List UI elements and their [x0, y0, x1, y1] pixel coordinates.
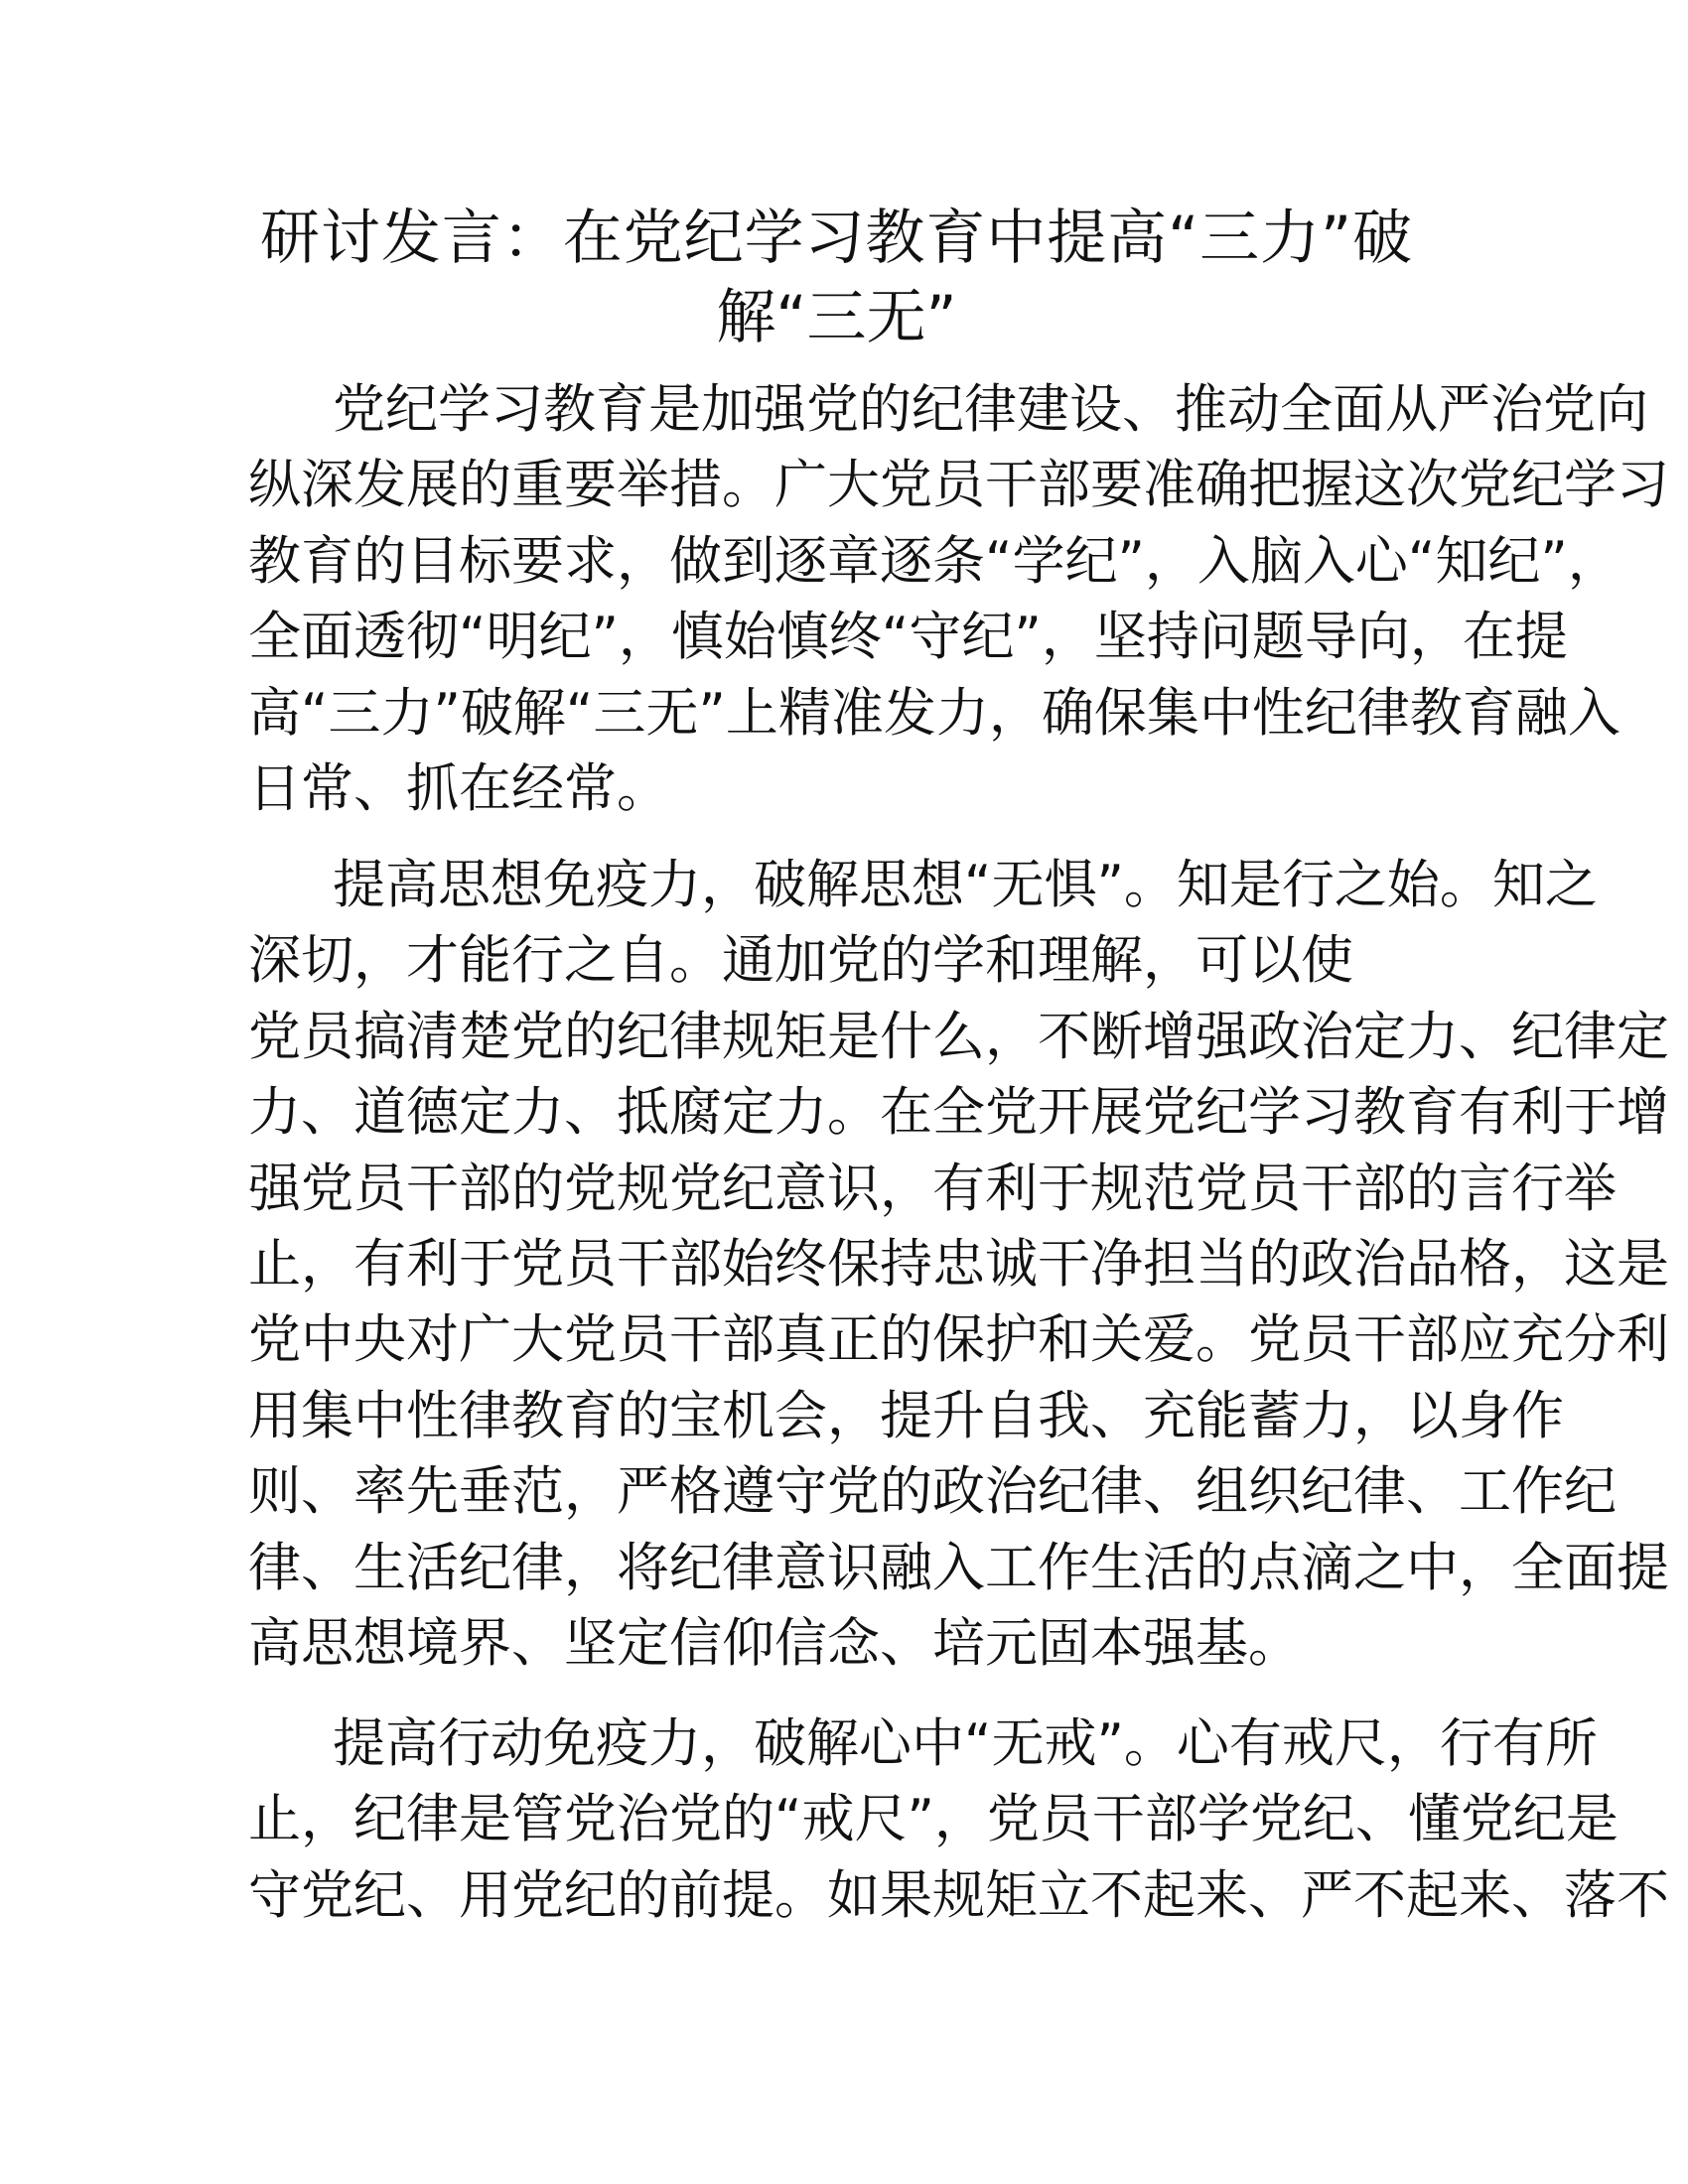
paragraph-2-line: 党员搞清楚党的纪律规矩是什么，不断增强政治定力、纪律定	[248, 1006, 1669, 1067]
paragraph-1-line: 日常、抓在经常。	[248, 758, 669, 819]
paragraph-1-line: 全面透彻“明纪”，慎始慎终“守纪”，坚持问题导向，在提	[248, 607, 1568, 668]
document-title-line-1: 研讨发言：在党纪学习教育中提高“三力”破	[260, 204, 1412, 273]
paragraph-2-line: 用集中性律教育的宝机会，提升自我、充能蓄力，以身作	[248, 1385, 1564, 1446]
paragraph-2-line: 则、率先垂范，严格遵守党的政治纪律、组织纪律、工作纪	[248, 1461, 1617, 1523]
document-title-line-2: 解“三无”	[716, 283, 957, 352]
paragraph-2-line: 强党员干部的党规党纪意识，有利于规范党员干部的言行举	[248, 1158, 1617, 1219]
paragraph-3-line: 止，纪律是管党治党的“戒尺”，党员干部学党纪、懂党纪是	[248, 1789, 1618, 1850]
paragraph-2-line: 高思想境界、坚定信仰信念、培元固本强基。	[248, 1613, 1301, 1674]
paragraph-1-line: 高“三力”破解“三无”上精准发力，确保集中性纪律教育融入	[248, 682, 1620, 744]
paragraph-2-line: 提高思想免疫力，破解思想“无惧”。知是行之始。知之	[333, 855, 1598, 915]
paragraph-2-line: 止，有利于党员干部始终保持忠诚干净担当的政治品格，这是	[248, 1234, 1669, 1295]
paragraph-2-line: 力、道德定力、抵腐定力。在全党开展党纪学习教育有利于增	[248, 1082, 1669, 1144]
paragraph-3-line: 守党纪、用党纪的前提。如果规矩立不起来、严不起来、落不	[248, 1864, 1669, 1926]
paragraph-3-line: 提高行动免疫力，破解心中“无戒”。心有戒尺，行有所	[333, 1713, 1598, 1774]
paragraph-2-line: 党中央对广大党员干部真正的保护和关爱。党员干部应充分利	[248, 1309, 1669, 1371]
paragraph-1-line: 纵深发展的重要举措。广大党员干部要准确把握这次党纪学习	[248, 455, 1669, 516]
paragraph-1-line: 党纪学习教育是加强党的纪律建设、推动全面从严治党向	[333, 379, 1648, 440]
paragraph-1-line: 教育的目标要求，做到逐章逐条“学纪”，入脑入心“知纪”，	[248, 530, 1620, 592]
paragraph-2-line: 律、生活纪律，将纪律意识融入工作生活的点滴之中，全面提	[248, 1537, 1669, 1598]
paragraph-2-line: 深切，才能行之自。通加党的学和理解，可以使	[248, 930, 1353, 992]
